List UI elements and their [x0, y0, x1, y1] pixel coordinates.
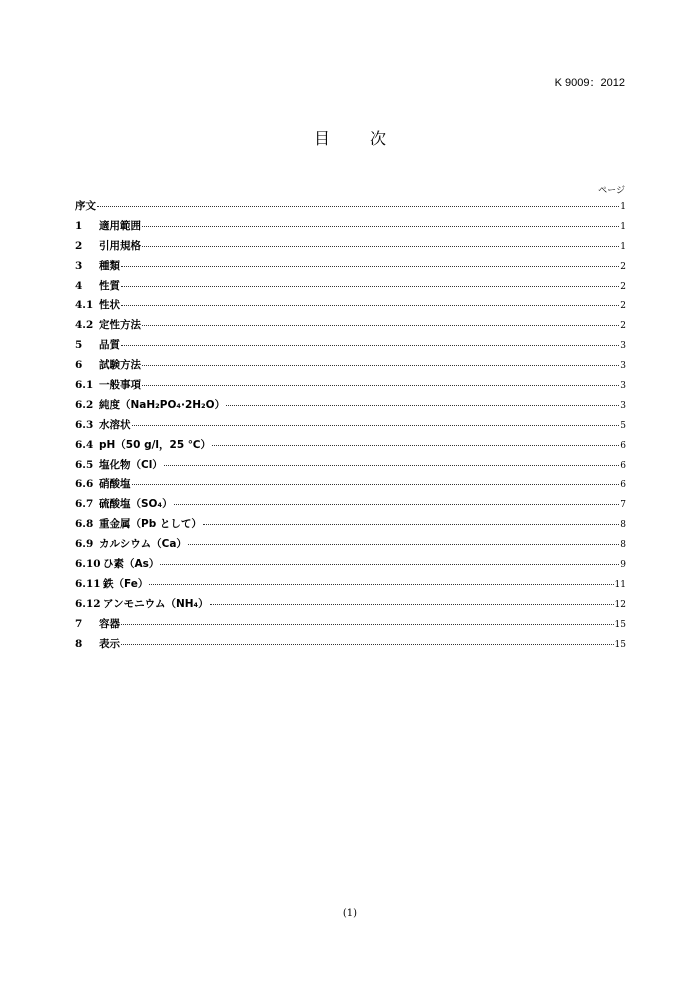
toc-entry-number: 6.6: [75, 478, 94, 491]
toc-entry-page: 2: [620, 261, 626, 272]
page-title: 目 次: [313, 129, 398, 148]
toc-entry[interactable]: [75, 536, 626, 556]
toc-entry-page: 15: [614, 639, 626, 650]
toc-entry[interactable]: [75, 596, 626, 616]
toc-entry-title: 表示: [99, 637, 120, 650]
dot-leader: [142, 325, 619, 326]
toc-entry-number: 1: [75, 219, 83, 232]
toc-entry-number: 6.1: [75, 379, 94, 392]
toc-entry[interactable]: [75, 457, 626, 477]
toc-entry-number: 3: [75, 259, 83, 272]
dot-leader: [121, 286, 619, 287]
dot-leader: [142, 385, 619, 386]
dot-leader: [97, 206, 619, 207]
toc-entry-page: 2: [620, 301, 626, 312]
toc-entry[interactable]: [75, 317, 626, 337]
dot-leader: [160, 564, 619, 565]
dot-leader: [226, 405, 619, 406]
toc-entry-number: 5: [75, 339, 83, 352]
toc-entry-number: 6.12: [75, 597, 101, 610]
toc-entry-page: 6: [620, 480, 626, 491]
toc-entry[interactable]: [75, 377, 626, 397]
toc-entry-page: 12: [614, 599, 626, 610]
toc-entry[interactable]: [75, 556, 626, 576]
dot-leader: [121, 345, 619, 346]
toc-entry-title: 硝酸塩: [99, 478, 131, 491]
toc-entry-page: 1: [620, 241, 626, 252]
toc-entry[interactable]: [75, 516, 626, 536]
toc-entry-page: 3: [620, 381, 626, 392]
toc-entry-title: 硫酸塩（SO₄）: [99, 498, 173, 511]
toc-entry-title: 品質: [99, 339, 120, 352]
toc-entry-page: 8: [620, 540, 626, 551]
toc-entry-title: 性状: [99, 299, 120, 312]
toc-entry-number: 6.9: [75, 538, 94, 551]
toc-entry-number: 6.2: [75, 398, 94, 411]
toc-entry-number: 6.7: [75, 498, 94, 511]
toc-entry-number: 7: [75, 617, 83, 630]
toc-entry-page: 9: [620, 560, 626, 571]
toc-entry-page: 8: [620, 520, 626, 531]
footer-page-number: (1): [342, 908, 358, 919]
dot-leader: [188, 544, 619, 545]
dot-leader: [212, 445, 619, 446]
toc-entry[interactable]: [75, 616, 626, 636]
toc-entry-number: 6.8: [75, 518, 94, 531]
toc-entry-number: 6.3: [75, 418, 94, 431]
toc-entry[interactable]: [75, 258, 626, 278]
toc-entry-page: 6: [620, 460, 626, 471]
table-of-contents: [75, 198, 626, 655]
dot-leader: [121, 624, 614, 625]
toc-entry-page: 3: [620, 361, 626, 372]
toc-entry-page: 5: [620, 420, 626, 431]
toc-entry[interactable]: [75, 397, 626, 417]
toc-entry-title: 性質: [99, 279, 120, 292]
dot-leader: [142, 226, 619, 227]
toc-entry[interactable]: [75, 278, 626, 298]
toc-entry-title: 序文: [75, 200, 96, 212]
toc-entry-title: 塩化物（Cl）: [99, 458, 163, 471]
toc-entry-number: 4.1: [75, 299, 94, 312]
toc-entry-title: 試験方法: [99, 359, 141, 372]
toc-entry-title: pH（50 g/l，25 ℃）: [99, 438, 212, 451]
dot-leader: [142, 246, 619, 247]
dot-leader: [132, 484, 620, 485]
dot-leader: [164, 465, 619, 466]
dot-leader: [149, 584, 613, 585]
toc-entry-title: 容器: [99, 617, 120, 630]
toc-entry-page: 11: [614, 579, 626, 590]
dot-leader: [142, 365, 619, 366]
dot-leader: [174, 504, 620, 505]
toc-entry-title: 水溶状: [99, 418, 131, 431]
document-code: K 9009：2012: [554, 77, 625, 89]
toc-entry-number: 8: [75, 637, 83, 650]
toc-entry-page: 15: [614, 619, 626, 630]
toc-entry-page: 2: [620, 321, 626, 332]
toc-entry-page: 7: [620, 500, 626, 511]
toc-entry[interactable]: [75, 437, 626, 457]
toc-entry-title: 重金属（Pb として）: [99, 518, 202, 531]
toc-entry-page: 3: [620, 341, 626, 352]
toc-entry-number: 6.5: [75, 458, 94, 471]
toc-entry[interactable]: [75, 476, 626, 496]
toc-entry[interactable]: [75, 576, 626, 596]
dot-leader: [121, 305, 619, 306]
toc-entry-title: カルシウム（Ca）: [99, 538, 187, 551]
toc-entry-number: 6.4: [75, 438, 94, 451]
toc-entry[interactable]: [75, 297, 626, 317]
toc-entry-title: ひ素（As）: [103, 558, 160, 571]
dot-leader: [121, 644, 614, 645]
dot-leader: [210, 604, 614, 605]
toc-entry[interactable]: [75, 636, 626, 656]
toc-entry-title: 鉄（Fe）: [103, 577, 149, 590]
toc-entry-page: 3: [620, 400, 626, 411]
toc-entry[interactable]: [75, 218, 626, 238]
toc-entry-number: 6.11: [75, 577, 101, 590]
toc-entry-number: 4.2: [75, 319, 94, 332]
dot-leader: [203, 524, 619, 525]
toc-entry-title: アンモニウム（NH₄）: [103, 597, 209, 610]
toc-entry-page: 6: [620, 440, 626, 451]
toc-entry-title: 種類: [99, 259, 120, 272]
toc-entry[interactable]: [75, 357, 626, 377]
toc-entry-title: 引用規格: [99, 239, 141, 252]
toc-entry-title: 定性方法: [99, 319, 141, 332]
toc-entry[interactable]: [75, 496, 626, 516]
toc-entry-number: 4: [75, 279, 83, 292]
toc-entry-page: 2: [620, 281, 626, 292]
dot-leader: [132, 425, 620, 426]
toc-entry-page: 1: [620, 202, 626, 212]
toc-entry-title: 適用範囲: [99, 219, 141, 232]
toc-entry[interactable]: [75, 337, 626, 357]
dot-leader: [121, 266, 619, 267]
toc-entry-number: 2: [75, 239, 83, 252]
toc-entry-title: 一般事項: [99, 379, 141, 392]
toc-entry-page: 1: [620, 221, 626, 232]
toc-entry[interactable]: [75, 417, 626, 437]
toc-entry[interactable]: [75, 198, 626, 218]
toc-entry-title: 純度（NaH₂PO₄·2H₂O）: [99, 398, 226, 411]
toc-entry-number: 6: [75, 359, 83, 372]
toc-entry[interactable]: [75, 238, 626, 258]
page-column-label: ページ: [598, 186, 625, 196]
toc-entry-number: 6.10: [75, 558, 101, 571]
